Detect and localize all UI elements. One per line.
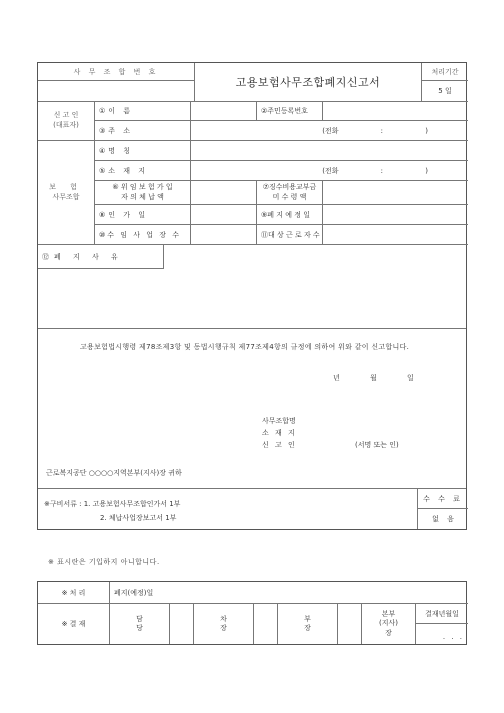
reporter-label: 신 고 인	[53, 111, 79, 120]
manager-sign-field[interactable]	[338, 604, 362, 644]
union-label: 사무조합	[52, 192, 80, 201]
name-field[interactable]	[191, 101, 257, 121]
location-label: ⑤소 재 지	[95, 161, 191, 181]
union-name-field[interactable]	[191, 141, 468, 161]
collection-unpaid-label-line1: ⑦징수비용교부금	[262, 183, 317, 192]
closure-date-label: ⑨폐 지 예 정 일	[257, 205, 323, 225]
note-text: ※ 표시란은 기입하지 아니합니다.	[48, 558, 160, 566]
staff-sign-field[interactable]	[170, 604, 194, 644]
approval-date-field[interactable]	[191, 205, 257, 225]
signer-union-name-label: 사무조합명	[262, 417, 296, 425]
closure-date-field[interactable]	[323, 205, 468, 225]
reason-row	[38, 245, 466, 269]
collection-unpaid-label	[257, 181, 323, 205]
representative-label: (대표자)	[53, 120, 79, 129]
statement-text: 고용보험법시행령 제78조제3항 및 동법시행규칙 제77조제4항의 규정에 의하여 위와 같이 신고합니다.	[80, 343, 410, 351]
chief-header	[194, 604, 254, 644]
staff-header	[110, 604, 170, 644]
approval-date-header: 결재년월일	[416, 604, 468, 624]
staff-label-2: 당	[136, 624, 143, 632]
resident-number-label: ②주민등록번호	[257, 101, 323, 121]
statement-section	[38, 329, 466, 489]
staff-label-1: 담	[136, 614, 143, 623]
reason-label: ⑫폐 지 사 유	[38, 245, 164, 269]
location-field[interactable]	[191, 161, 468, 181]
delegated-unpaid-label-line2: 자 의 체 납 액	[121, 192, 164, 201]
chief-sign-field[interactable]	[254, 604, 278, 644]
manager-header	[278, 604, 338, 644]
processing-period-value: 5 일	[438, 87, 452, 95]
name-label: ①이 름	[95, 101, 191, 121]
chief-label-2: 장	[220, 624, 227, 632]
reporter-group-label	[38, 101, 95, 141]
processing-period-label: 처리기간	[422, 63, 468, 81]
reason-field[interactable]	[38, 269, 466, 329]
recipient: 근로복지공단 ○○○○지역본부(지사)장 귀하	[46, 469, 182, 477]
director-header	[362, 604, 416, 644]
director-label-1: 본부	[381, 609, 396, 618]
director-label-2: (지사)	[379, 619, 398, 628]
union-name-label: ④명 칭	[95, 141, 191, 161]
process-label: ※ 처 리	[38, 582, 110, 604]
manager-label-1: 부	[304, 614, 311, 623]
process-value: 폐지(예정)일	[110, 582, 468, 604]
reporter-section	[38, 101, 466, 141]
manager-label-2: 장	[304, 624, 311, 632]
approval-table	[37, 581, 467, 645]
sign-hint: (서명 또는 인)	[355, 441, 399, 449]
resident-number-field[interactable]	[323, 101, 468, 121]
signer-reporter-label: 신 고 인	[262, 441, 297, 449]
workers-count-label: ⑪대 상 근 로 자 수	[257, 225, 323, 245]
chief-label-1: 차	[220, 614, 227, 623]
union-number-label: 사 무 조 합 번 호	[38, 63, 194, 81]
director-label-3: 장	[385, 628, 392, 637]
location-phone-hint: (전화 : )	[322, 166, 428, 175]
union-number-field[interactable]	[38, 81, 194, 101]
union-section	[38, 141, 466, 245]
delegated-count-label: ⑩수 임 사 업 장 수	[95, 225, 191, 245]
report-date: 년 월 일	[333, 374, 414, 382]
documents-row	[38, 489, 466, 529]
address-label: ③주 소	[95, 121, 191, 141]
documents-label: ※구비서류 : 1. 고용보험사무조합인가서 1부	[44, 500, 181, 508]
collection-unpaid-label-line2: 미 수 령 액	[272, 192, 307, 201]
insurance-label: 보 험	[49, 183, 83, 192]
collection-unpaid-field[interactable]	[323, 181, 468, 205]
form-header	[38, 63, 466, 101]
delegated-count-field[interactable]	[191, 225, 257, 245]
approval-label: ※ 결 재	[38, 604, 110, 644]
delegated-unpaid-label	[95, 181, 191, 205]
address-field[interactable]	[191, 121, 468, 141]
fee-value: 없 음	[432, 515, 454, 523]
approval-date-label: ⑧인 가 일	[95, 205, 191, 225]
form-title: 고용보험사무조합폐지신고서	[195, 63, 422, 102]
approval-date-field[interactable]: . . .	[442, 633, 464, 641]
delegated-unpaid-field[interactable]	[191, 181, 257, 205]
delegated-unpaid-label-line1: ⑥ 위 임 보 험 가 입	[112, 183, 173, 192]
report-form	[37, 62, 467, 530]
union-group-label	[38, 141, 95, 245]
signer-location-label: 소 재 지	[262, 429, 297, 437]
address-phone-hint: (전화 : )	[322, 126, 428, 135]
workers-count-field[interactable]	[323, 225, 468, 245]
fee-label: 수 수 료	[418, 489, 468, 509]
documents-item-2: 2. 체납사업장보고서 1부	[100, 514, 177, 522]
